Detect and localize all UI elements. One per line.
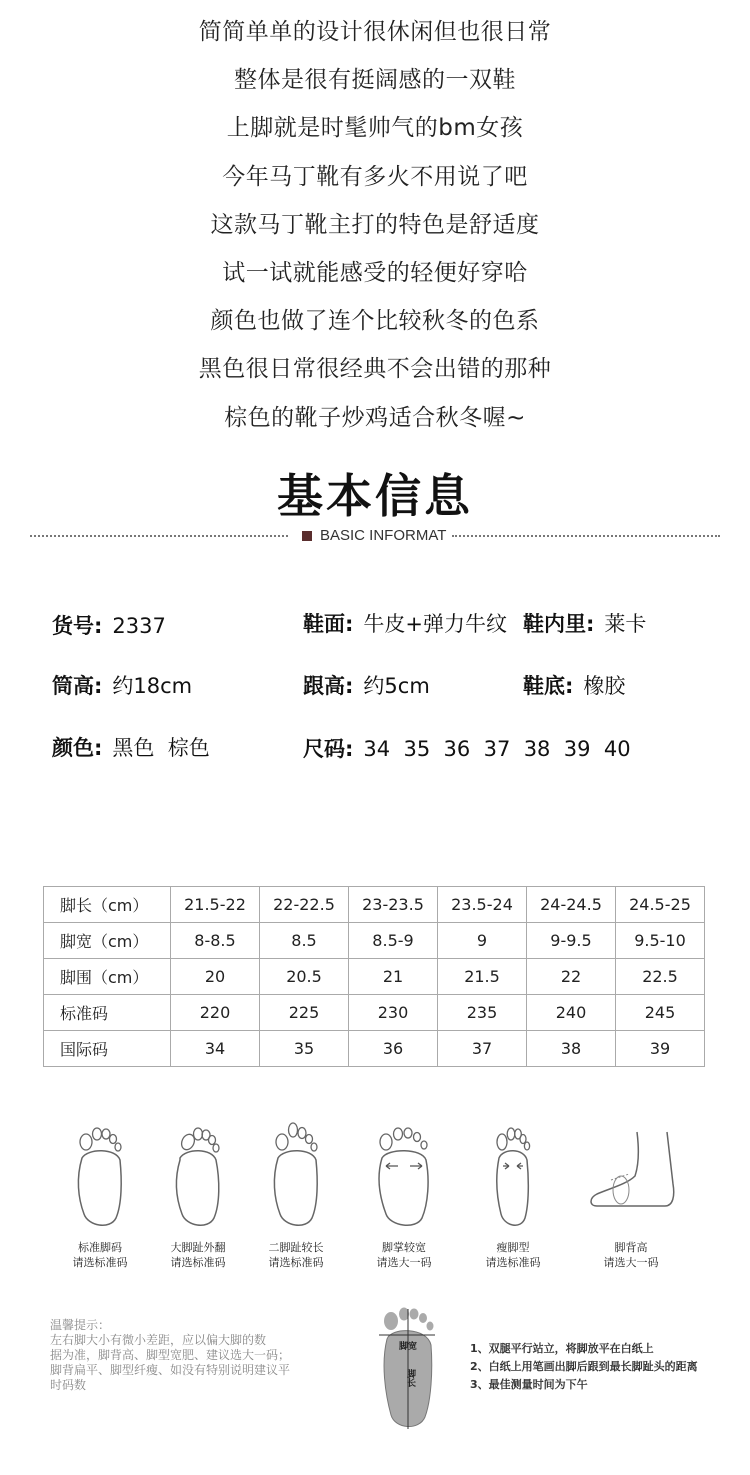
slim-foot-icon [473,1118,553,1234]
table-cell: 9 [438,923,527,959]
foot-type-slim [463,1118,563,1270]
high-instep-icon [581,1118,681,1234]
foot-type-advice: 请选标准码 [268,1256,324,1269]
table-cell: 230 [349,995,438,1031]
info-item-shaft-height [52,670,192,700]
info-value: 约18cm [112,674,193,698]
table-cell: 22.5 [616,959,705,995]
foot-measure-icon [375,1305,455,1435]
info-label: 跟高: [303,674,354,698]
table-cell: 8.5 [260,923,349,959]
tips-line: 左右脚大小有微小差距，应以偏大脚的数 [50,1333,267,1347]
table-row [44,995,705,1031]
measure-foot-illustration [375,1305,455,1439]
row-header: 标准码 [44,995,171,1031]
table-row [44,1031,705,1067]
section-subheader [30,524,720,548]
foot-type-advice: 请选标准码 [170,1256,226,1269]
poem-line: 颜色也做了连个比较秋冬的色系 [210,308,540,335]
row-header: 脚宽（cm） [44,923,171,959]
foot-type-name: 瘦脚型 [496,1241,530,1254]
info-value: 莱卡 [604,612,647,636]
info-item-heel-height [303,670,430,700]
standard-foot-icon [60,1118,140,1234]
foot-type-standard [50,1118,150,1270]
tips-line: 时码数 [50,1378,87,1392]
wide-foot-icon [364,1118,444,1234]
table-cell: 9-9.5 [527,923,616,959]
foot-type-advice: 请选大一码 [376,1256,432,1269]
table-cell: 34 [171,1031,260,1067]
measure-step: 2、白纸上用笔画出脚后跟到最长脚趾头的距离 [470,1360,698,1373]
length-label: 脚长 [405,1369,415,1387]
table-cell: 21 [349,959,438,995]
foot-type-long-second-toe [246,1118,346,1270]
foot-type-name: 标准脚码 [78,1241,122,1254]
info-label: 筒高: [52,674,103,698]
row-header: 国际码 [44,1031,171,1067]
table-cell: 240 [527,995,616,1031]
info-item-color [52,732,210,762]
foot-type-name: 大脚趾外翻 [170,1241,226,1254]
tips-block [50,1318,350,1393]
tips-title: 温馨提示： [50,1318,111,1332]
info-value: 34 35 36 37 38 39 40 [363,737,631,761]
table-cell: 245 [616,995,705,1031]
foot-type-bunion [148,1118,248,1270]
table-cell: 22 [527,959,616,995]
foot-type-advice: 请选大一码 [603,1256,659,1269]
info-label: 鞋底: [523,674,574,698]
long-second-toe-icon [256,1118,336,1234]
info-value: 牛皮+弹力牛纹 [363,612,508,636]
table-row [44,923,705,959]
measure-step: 3、最佳测量时间为下午 [470,1378,588,1391]
table-cell: 9.5-10 [616,923,705,959]
square-bullet-icon [302,531,312,541]
table-cell: 8-8.5 [171,923,260,959]
poem-line: 试一试就能感受的轻便好穿哈 [222,259,528,286]
poem-line: 简简单单的设计很休闲但也很日常 [198,19,552,45]
dotted-divider [452,535,720,537]
row-header: 脚围（cm） [44,959,171,995]
foot-type-wide [354,1118,454,1270]
table-cell: 24.5-25 [616,887,705,923]
bunion-foot-icon [158,1118,238,1234]
info-item-sole [523,670,625,700]
table-row [44,959,705,995]
info-item-upper [303,608,507,638]
table-cell: 38 [527,1031,616,1067]
table-cell: 21.5-22 [171,887,260,923]
table-cell: 220 [171,995,260,1031]
info-item-sku [52,610,166,640]
foot-type-name: 脚掌较宽 [382,1241,426,1254]
info-label: 颜色: [52,736,103,760]
foot-type-name: 二脚趾较长 [268,1241,324,1254]
table-cell: 36 [349,1031,438,1067]
tips-line: 据为准，脚背高、脚型宽肥、建议选大一码； [50,1348,291,1362]
subtitle-text: BASIC INFORMAT [320,527,447,544]
table-cell: 39 [616,1031,705,1067]
table-cell: 35 [260,1031,349,1067]
poem-line: 整体是很有挺阔感的一双鞋 [234,67,516,94]
section-title: 基本信息 [277,469,473,523]
measure-steps [470,1340,698,1394]
subheader-label [302,524,446,548]
tips-line: 脚背扁平、脚型纤瘦、如没有特别说明建议平 [50,1363,291,1377]
table-row [44,887,705,923]
table-cell: 24-24.5 [527,887,616,923]
foot-type-advice: 请选标准码 [485,1256,541,1269]
table-cell: 22-22.5 [260,887,349,923]
foot-type-name: 脚背高 [614,1241,648,1254]
table-cell: 23.5-24 [438,887,527,923]
info-value: 2337 [112,614,166,638]
info-value: 黑色 棕色 [112,736,210,760]
foot-type-advice: 请选标准码 [72,1256,128,1269]
table-cell: 20 [171,959,260,995]
info-value: 约5cm [363,674,430,698]
poem-line: 黑色很日常很经典不会出错的那种 [198,356,552,383]
info-label: 尺码: [303,737,354,761]
size-chart-table [43,886,705,1067]
table-cell: 235 [438,995,527,1031]
table-cell: 21.5 [438,959,527,995]
info-value: 橡胶 [583,674,626,698]
foot-type-high-instep [581,1118,681,1270]
width-label: 脚宽 [399,1342,418,1352]
table-cell: 20.5 [260,959,349,995]
info-item-lining [523,608,646,638]
dotted-divider [30,535,288,537]
table-cell: 37 [438,1031,527,1067]
poem-line: 这款马丁靴主打的特色是舒适度 [210,211,540,238]
info-item-sizes [303,733,631,763]
poem-line: 今年马丁靴有多火不用说了吧 [222,163,528,190]
poem-line: 上脚就是时髦帅气的bm女孩 [226,115,524,142]
poem-line: 棕色的靴子炒鸡适合秋冬喔~ [224,404,526,431]
info-label: 鞋面: [303,612,354,636]
table-cell: 225 [260,995,349,1031]
row-header: 脚长（cm） [44,887,171,923]
table-cell: 23-23.5 [349,887,438,923]
measure-step: 1、双腿平行站立，将脚放平在白纸上 [470,1342,654,1355]
table-cell: 8.5-9 [349,923,438,959]
info-label: 鞋内里: [523,612,595,636]
info-label: 货号: [52,614,103,638]
intro-poem [0,10,750,444]
